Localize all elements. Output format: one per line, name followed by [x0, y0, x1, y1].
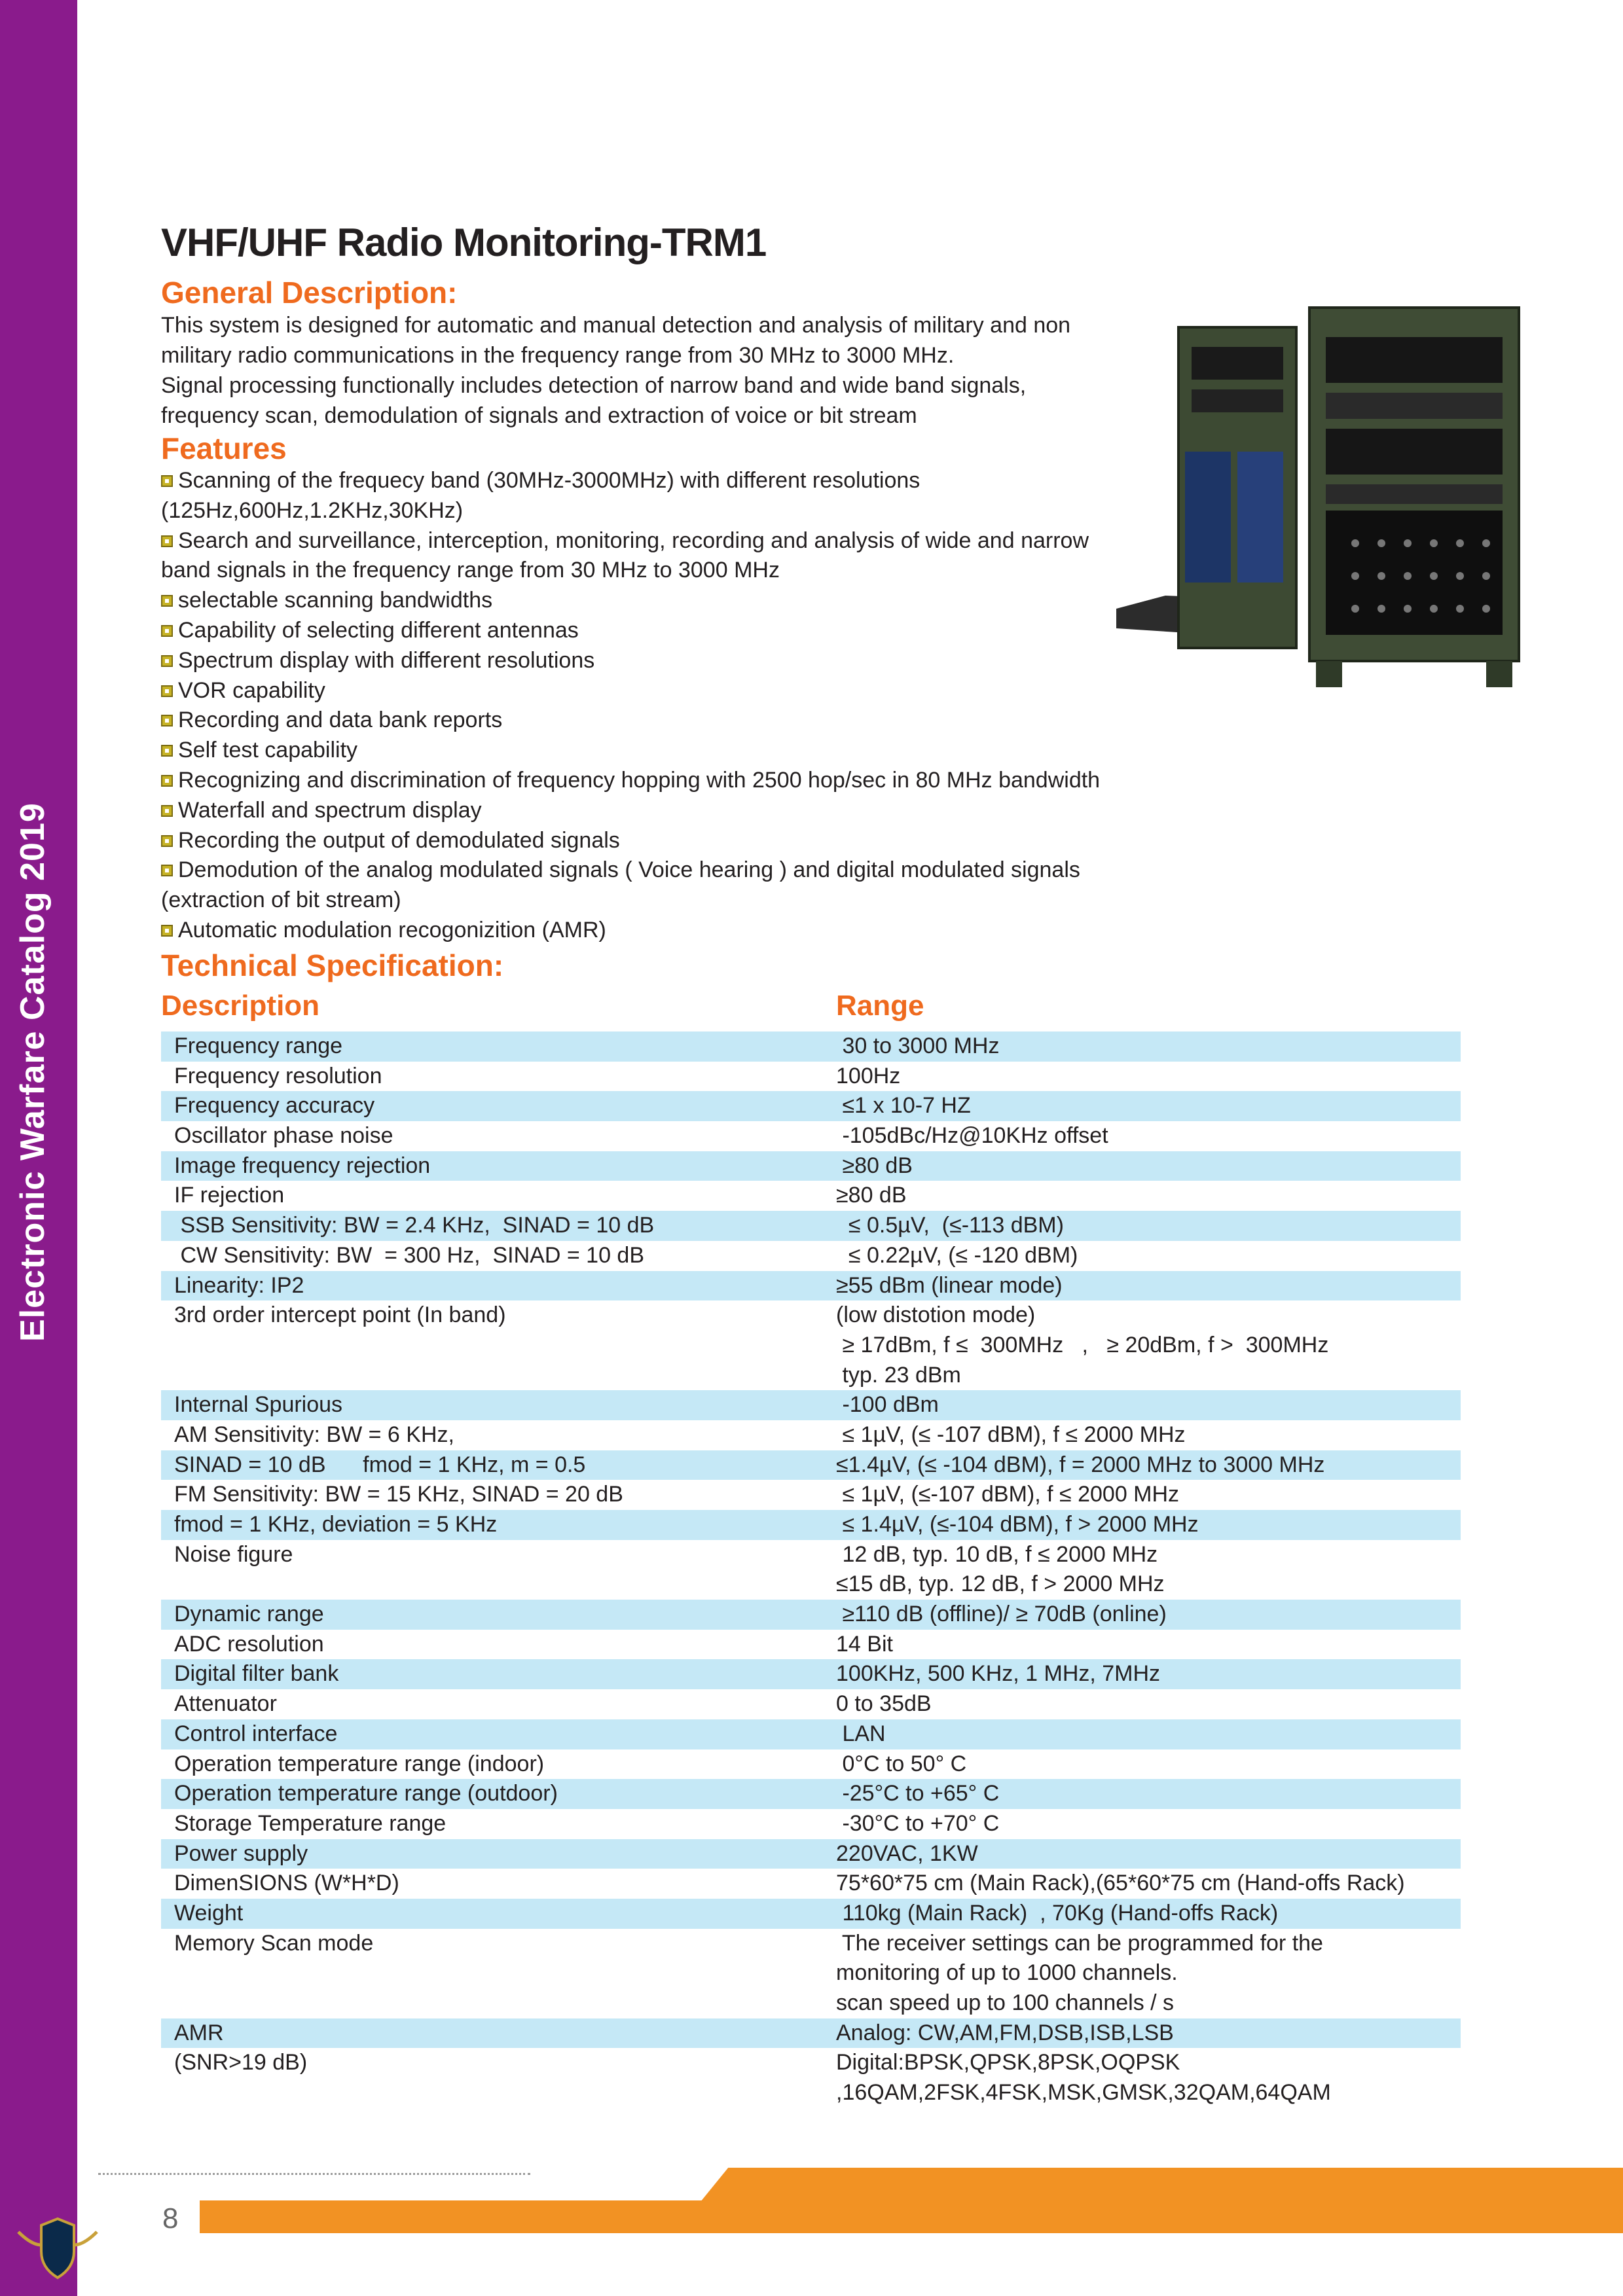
page-title: VHF/UHF Radio Monitoring-TRM1	[161, 221, 767, 264]
feature-text: Recognizing and discrimination of frequency hopping with 2500 hop/sec in 80 MHz bandwidth	[178, 767, 1101, 793]
page-number: 8	[162, 2202, 179, 2234]
spec-row	[161, 1181, 1461, 1211]
spec-row	[161, 1062, 1461, 1092]
spec-range: 14 Bit	[836, 1631, 893, 1657]
feature-item	[161, 646, 1209, 676]
spec-description: Linearity: IP2	[174, 1272, 304, 1298]
spec-description: AM Sensitivity: BW = 6 KHz,	[174, 1422, 454, 1447]
spec-description: Attenuator	[174, 1691, 277, 1717]
spec-description: 3rd order intercept point (In band)	[174, 1302, 506, 1328]
bullet-icon	[161, 655, 173, 667]
spec-row	[161, 1659, 1461, 1689]
spec-description: Digital filter bank	[174, 1661, 339, 1687]
spec-range: -100 dBm	[836, 1392, 939, 1418]
feature-text: band signals in the frequency range from 30 MHz to 3000 MHz	[161, 558, 780, 583]
spec-range: ≤ 1µV, (≤-107 dBM), f ≤ 2000 MHz	[836, 1482, 1180, 1507]
bullet-icon	[161, 775, 173, 787]
spec-row	[161, 1480, 1461, 1510]
spec-row	[161, 1300, 1461, 1331]
spec-description: Internal Spurious	[174, 1392, 343, 1418]
spec-range: ≤ 0.5µV, (≤-113 dBM)	[836, 1213, 1064, 1238]
spec-range: ≥80 dB	[836, 1153, 913, 1178]
spec-table	[161, 1031, 1461, 2108]
spec-range: 0°C to 50° C	[836, 1751, 967, 1776]
feature-text: Scanning of the frequecy band (30MHz-3000MHz) with different resolutions	[178, 468, 921, 493]
general-line: This system is designed for automatic and manual detection and analysis of military and non	[161, 313, 1071, 338]
spec-range: ≥80 dB	[836, 1183, 907, 1208]
feature-item	[161, 676, 1209, 706]
spec-row	[161, 1749, 1461, 1780]
spec-range: ,16QAM,2FSK,4FSK,MSK,GMSK,32QAM,64QAM	[836, 2080, 1331, 2106]
spec-row	[161, 1331, 1461, 1361]
spec-range: -30°C to +70° C	[836, 1810, 1000, 1836]
spec-range: ≤1 x 10-7 HZ	[836, 1093, 971, 1119]
bullet-icon	[161, 535, 173, 547]
spec-range: ≤1.4µV, (≤ -104 dBM), f = 2000 MHz to 3000 MHz	[836, 1452, 1325, 1477]
spec-row	[161, 1988, 1461, 2018]
general-line: Signal processing functionally includes detection of narrow band and wide band signals,	[161, 373, 1027, 398]
feature-item	[161, 916, 1209, 946]
spec-range: 12 dB, typ. 10 dB, f ≤ 2000 MHz	[836, 1541, 1158, 1567]
spec-description: Dynamic range	[174, 1602, 324, 1627]
description-column-header: Description	[161, 990, 320, 1022]
feature-text: Automatic modulation recogonizition (AMR)	[178, 917, 606, 942]
spec-row	[161, 1241, 1461, 1271]
spec-range: 100KHz, 500 KHz, 1 MHz, 7MHz	[836, 1661, 1161, 1687]
spec-description: AMR	[174, 2020, 224, 2045]
spec-row	[161, 1151, 1461, 1181]
spec-range: 0 to 35dB	[836, 1691, 932, 1717]
spec-row	[161, 1031, 1461, 1062]
feature-item	[161, 526, 1209, 556]
spec-description: (SNR>19 dB)	[174, 2050, 308, 2075]
feature-item	[161, 556, 1209, 586]
bullet-icon	[161, 475, 173, 487]
spec-row	[161, 1839, 1461, 1869]
bullet-icon	[161, 685, 173, 697]
feature-text: Demodution of the analog modulated signals ( Voice hearing ) and digital modulated signals	[178, 857, 1080, 883]
spec-row	[161, 1510, 1461, 1540]
general-line: frequency scan, demodulation of signals and extraction of voice or bit stream	[161, 403, 917, 428]
spec-row	[161, 1540, 1461, 1570]
feature-text: Spectrum display with different resolutions	[178, 647, 595, 673]
features-list	[161, 466, 1209, 946]
spec-row	[161, 1809, 1461, 1839]
bullet-icon	[161, 865, 173, 876]
general-description-text	[161, 310, 1195, 431]
spec-description: SSB Sensitivity: BW = 2.4 KHz, SINAD = 10 dB	[174, 1213, 655, 1238]
footer-bar	[200, 2200, 1623, 2233]
footer-dots	[98, 2173, 530, 2175]
catalog-label: Electronic Warfare Catalog 2019	[14, 802, 52, 1342]
spec-description: Image frequency rejection	[174, 1153, 431, 1178]
spec-description: FM Sensitivity: BW = 15 KHz, SINAD = 20 dB	[174, 1482, 623, 1507]
feature-item	[161, 496, 1209, 526]
feature-item	[161, 616, 1209, 646]
spec-row	[161, 1958, 1461, 1988]
bullet-icon	[161, 925, 173, 937]
spec-description: Frequency range	[174, 1033, 343, 1058]
spec-range: ≤ 1.4µV, (≤-104 dBM), f > 2000 MHz	[836, 1512, 1199, 1537]
feature-text: VOR capability	[178, 677, 325, 703]
spec-row	[161, 1271, 1461, 1301]
feature-item	[161, 706, 1209, 736]
spec-description: Oscillator phase noise	[174, 1123, 393, 1149]
feature-item	[161, 886, 1209, 916]
feature-text: Recording the output of demodulated signals	[178, 827, 620, 853]
spec-row	[161, 1689, 1461, 1719]
feature-text: Self test capability	[178, 738, 358, 763]
spec-row	[161, 1600, 1461, 1630]
spec-description: ADC resolution	[174, 1631, 324, 1657]
feature-text: Capability of selecting different antennas	[178, 617, 579, 643]
spec-range: -25°C to +65° C	[836, 1781, 1000, 1806]
spec-range: Digital:BPSK,QPSK,8PSK,OQPSK	[836, 2050, 1180, 2075]
spec-description: IF rejection	[174, 1183, 285, 1208]
spec-row	[161, 1929, 1461, 1959]
spec-description: Control interface	[174, 1721, 338, 1746]
spec-description: Memory Scan mode	[174, 1930, 374, 1956]
feature-text: Search and surveillance, interception, monitoring, recording and analysis of wide and narrow	[178, 528, 1089, 553]
spec-range: -105dBc/Hz@10KHz offset	[836, 1123, 1108, 1149]
bullet-icon	[161, 715, 173, 726]
spec-range: ≤ 0.22µV, (≤ -120 dBM)	[836, 1242, 1078, 1268]
spec-row	[161, 1390, 1461, 1420]
spec-description: Weight	[174, 1900, 244, 1926]
technical-spec-heading: Technical Specification:	[161, 948, 504, 982]
general-description-heading: General Description:	[161, 276, 458, 310]
bullet-icon	[161, 805, 173, 817]
spec-range: ≥ 17dBm, f ≤ 300MHz , ≥ 20dBm, f > 300MHz	[836, 1332, 1329, 1357]
bullet-icon	[161, 625, 173, 637]
spec-row	[161, 1091, 1461, 1121]
spec-range: scan speed up to 100 channels / s	[836, 1990, 1175, 2015]
feature-text: (extraction of bit stream)	[161, 888, 401, 913]
general-line: military radio communications in the frequency range from 30 MHz to 3000 MHz.	[161, 343, 955, 368]
spec-range: LAN	[836, 1721, 886, 1746]
spec-range: ≥55 dBm (linear mode)	[836, 1272, 1063, 1298]
spec-row	[161, 1869, 1461, 1899]
spec-row	[161, 2048, 1461, 2078]
spec-range: ≤ 1µV, (≤ -107 dBM), f ≤ 2000 MHz	[836, 1422, 1186, 1447]
spec-range: ≤15 dB, typ. 12 dB, f > 2000 MHz	[836, 1571, 1165, 1597]
spec-row	[161, 1211, 1461, 1241]
spec-row	[161, 2018, 1461, 2049]
spec-row	[161, 1570, 1461, 1600]
spec-range: 100Hz	[836, 1063, 901, 1088]
equipment-rack-photo	[1113, 301, 1539, 694]
spec-description: SINAD = 10 dB fmod = 1 KHz, m = 0.5	[174, 1452, 586, 1477]
spec-row	[161, 1450, 1461, 1480]
bullet-icon	[161, 595, 173, 607]
feature-text: Waterfall and spectrum display	[178, 797, 482, 823]
spec-range: Analog: CW,AM,FM,DSB,ISB,LSB	[836, 2020, 1174, 2045]
spec-range: 220VAC, 1KW	[836, 1840, 978, 1866]
feature-text: selectable scanning bandwidths	[178, 588, 493, 613]
spec-range: 110kg (Main Rack) , 70Kg (Hand-offs Rack)	[836, 1900, 1279, 1926]
spec-range: (low distotion mode)	[836, 1302, 1036, 1328]
spec-row	[161, 1361, 1461, 1391]
feature-item	[161, 586, 1209, 616]
spec-description: Power supply	[174, 1840, 308, 1866]
feature-item	[161, 826, 1209, 856]
spec-description: DimenSIONS (W*H*D)	[174, 1871, 399, 1896]
forum-logo	[12, 2206, 103, 2291]
feature-text: (125Hz,600Hz,1.2KHz,30KHz)	[161, 497, 464, 523]
feature-item	[161, 855, 1209, 886]
feature-item	[161, 796, 1209, 826]
spec-row	[161, 1899, 1461, 1929]
spec-description: Operation temperature range (outdoor)	[174, 1781, 558, 1806]
spec-range: typ. 23 dBm	[836, 1362, 961, 1388]
bullet-icon	[161, 745, 173, 757]
feature-item	[161, 466, 1209, 496]
range-column-header: Range	[836, 990, 924, 1022]
feature-text: Recording and data bank reports	[178, 708, 503, 733]
spec-description: Operation temperature range (indoor)	[174, 1751, 545, 1776]
bullet-icon	[161, 835, 173, 847]
spec-range: ≥110 dB (offline)/ ≥ 70dB (online)	[836, 1602, 1167, 1627]
spec-row	[161, 1779, 1461, 1809]
spec-range: The receiver settings can be programmed for the	[836, 1930, 1323, 1956]
spec-description: Frequency resolution	[174, 1063, 382, 1088]
spec-row	[161, 1719, 1461, 1749]
features-heading: Features	[161, 431, 287, 465]
spec-description: Noise figure	[174, 1541, 293, 1567]
spec-description: Storage Temperature range	[174, 1810, 447, 1836]
spec-range: monitoring of up to 1000 channels.	[836, 1960, 1178, 1986]
spec-row	[161, 1630, 1461, 1660]
feature-item	[161, 766, 1209, 796]
feature-item	[161, 736, 1209, 766]
spec-row	[161, 2078, 1461, 2108]
spec-range: 75*60*75 cm (Main Rack),(65*60*75 cm (Hand-offs Rack)	[836, 1871, 1405, 1896]
spec-range: 30 to 3000 MHz	[836, 1033, 1000, 1058]
footer-accent	[701, 2168, 1623, 2202]
spec-description: Frequency accuracy	[174, 1093, 375, 1119]
spec-description: fmod = 1 KHz, deviation = 5 KHz	[174, 1512, 498, 1537]
spec-row	[161, 1420, 1461, 1450]
spec-row	[161, 1121, 1461, 1151]
spec-description: CW Sensitivity: BW = 300 Hz, SINAD = 10 dB	[174, 1242, 645, 1268]
